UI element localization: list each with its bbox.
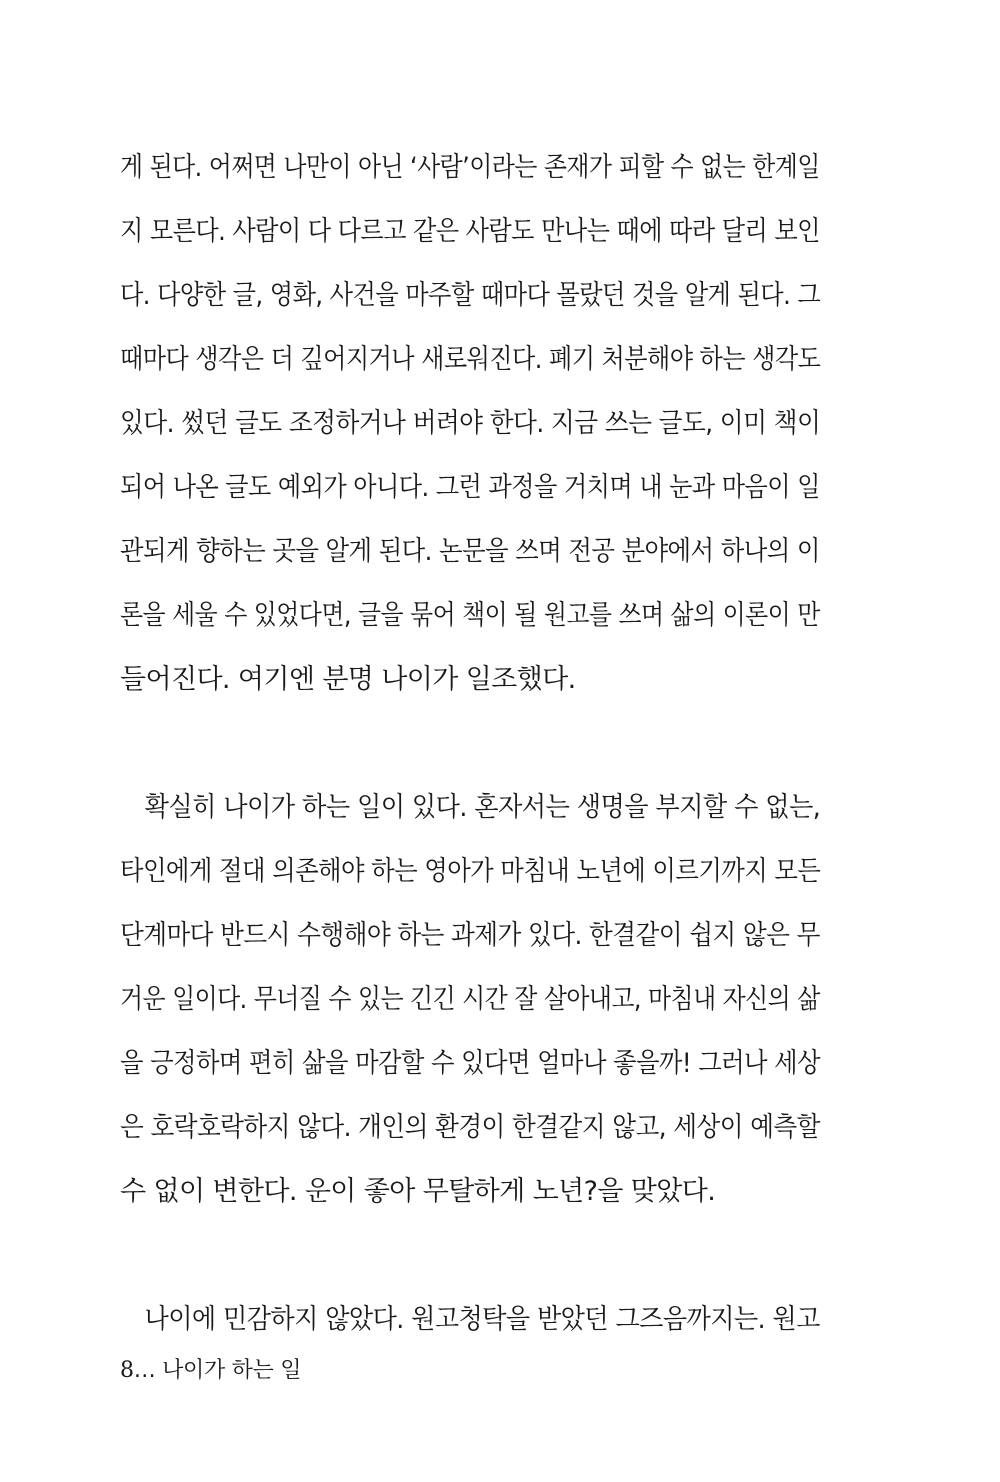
page-footer	[120, 1357, 301, 1385]
body-line-14: 을 긍정하며 편히 삶을 마감할 수 있다면 얼마나 좋을까! 그러나 세상	[120, 1048, 821, 1079]
running-title: 나이가 하는 일	[162, 1358, 302, 1383]
body-line-5: 있다. 썼던 글도 조정하거나 버려야 한다. 지금 쓰는 글도, 이미 책이	[120, 408, 821, 439]
body-line-9: 들어진다. 여기엔 분명 나이가 일조했다.	[120, 664, 576, 695]
body-line-6: 되어 나온 글도 예외가 아니다. 그런 과정을 거치며 내 눈과 마음이 일	[120, 472, 820, 503]
body-line-2: 지 모른다. 사람이 다 다르고 같은 사람도 만나는 때에 따라 달리 보인	[120, 216, 820, 247]
body-line-4: 때마다 생각은 더 깊어지거나 새로워진다. 폐기 처분해야 하는 생각도	[120, 344, 821, 375]
body-line-13: 거운 일이다. 무너질 수 있는 긴긴 시간 잘 살아내고, 마침내 자신의 삶	[120, 984, 820, 1015]
body-line-1: 게 된다. 어쩌면 나만이 아닌 ‘사람’이라는 존재가 피할 수 없는 한계일	[120, 152, 820, 183]
body-line-15: 은 호락호락하지 않다. 개인의 환경이 한결같지 않고, 세상이 예측할	[120, 1112, 820, 1143]
body-line-16: 수 없이 변한다. 운이 좋아 무탈하게 노년?을 맞았다.	[120, 1176, 716, 1207]
body-line-8: 론을 세울 수 있었다면, 글을 묶어 책이 될 원고를 쓰며 삶의 이론이 만	[120, 600, 820, 631]
body-line-11: 타인에게 절대 의존해야 하는 영아가 마침내 노년에 이르기까지 모든	[120, 856, 821, 887]
body-line-10: 확실히 나이가 하는 일이 있다. 혼자서는 생명을 부지할 수 없는,	[120, 792, 821, 823]
body-line-17: 나이에 민감하지 않았다. 원고청탁을 받았던 그즈음까지는. 원고	[120, 1304, 820, 1335]
body-line-3: 다. 다양한 글, 영화, 사건을 마주할 때마다 몰랐던 것을 알게 된다. 그	[120, 280, 821, 311]
footer-separator: …	[133, 1358, 156, 1383]
body-line-12: 단계마다 반드시 수행해야 하는 과제가 있다. 한결같이 쉽지 않은 무	[120, 920, 820, 951]
body-line-7: 관되게 향하는 곳을 알게 된다. 논문을 쓰며 전공 분야에서 하나의 이	[120, 536, 820, 567]
page-number: 8	[120, 1358, 134, 1383]
